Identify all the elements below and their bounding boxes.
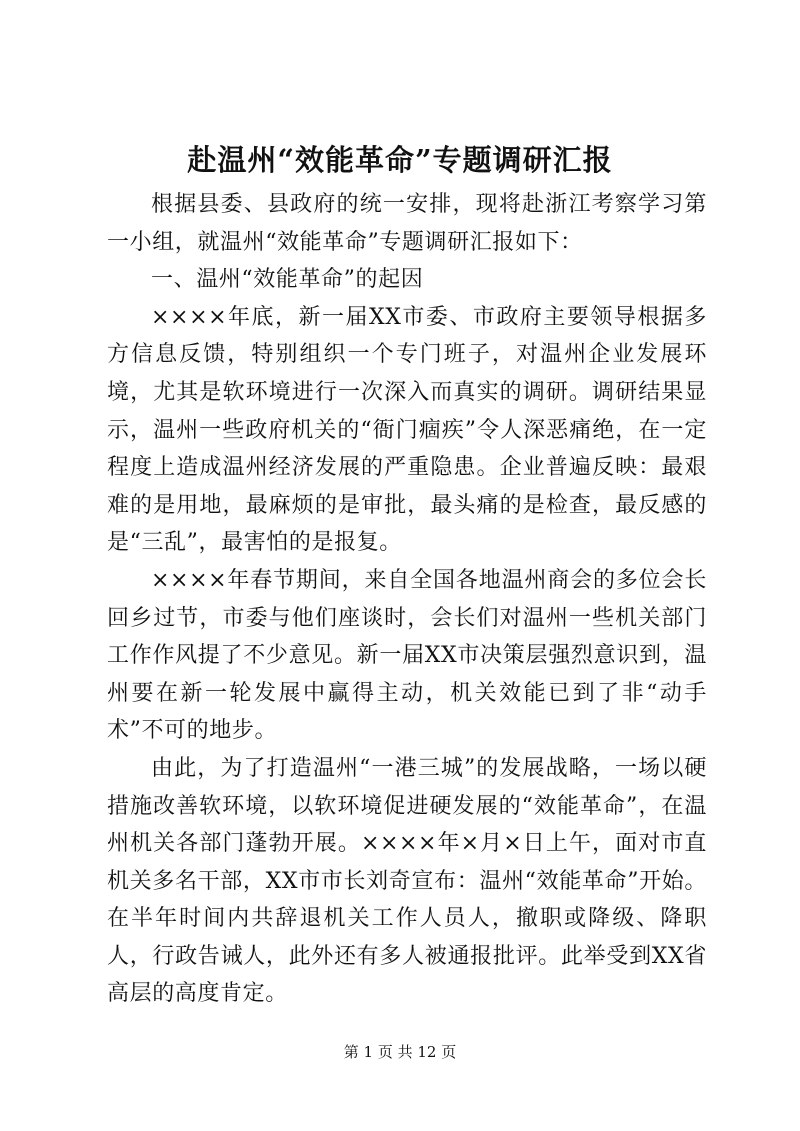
section-heading: 一、温州“效能革命”的起因: [151, 267, 424, 293]
document-title: 赴温州“效能革命”专题调研汇报: [187, 143, 613, 177]
page-number-footer: 第 1 页 共 12 页: [343, 1043, 457, 1061]
document-body: [107, 186, 707, 1013]
body-paragraph: ××××年底，新一届XX市委、市政府主要领导根据多方信息反馈，特别组织一个专门班子，对温州企业发展环境，尤其是软环境进行一次深入而真实的调研。调研结果显示，温州一些政府机关的“衙门痼疾”令人深恶痛绝，在一定程度上造成温州经济发展的严重隐患。企业普遍反映：最艰难的是用地，最麻烦的是审批，最头痛的是检查，最反感的是“三乱”，最害怕的是报复。: [107, 304, 707, 556]
body-paragraph: ××××年春节期间，来自全国各地温州商会的多位会长回乡过节，市委与他们座谈时，会长们对温州一些机关部门工作作风提了不少意见。新一届XX市决策层强烈意识到，温州要在新一轮发展中赢得主动，机关效能已到了非“动手术”不可的地步。: [107, 567, 707, 744]
intro-paragraph: 根据县委、县政府的统一安排，现将赴浙江考察学习第一小组，就温州“效能革命”专题调研汇报如下：: [107, 192, 707, 255]
body-paragraph: 由此，为了打造温州“一港三城”的发展战略，一场以硬措施改善软环境，以软环境促进硬发展的“效能革命”，在温州机关各部门蓬勃开展。××××年×月×日上午，面对市直机关多名干部，XX市市长刘奇宣布：温州“效能革命”开始。在半年时间内共辞退机关工作人员人，撤职或降级、降职人，行政告诫人，此外还有多人被通报批评。此举受到XX省高层的高度肯定。: [107, 755, 707, 1007]
